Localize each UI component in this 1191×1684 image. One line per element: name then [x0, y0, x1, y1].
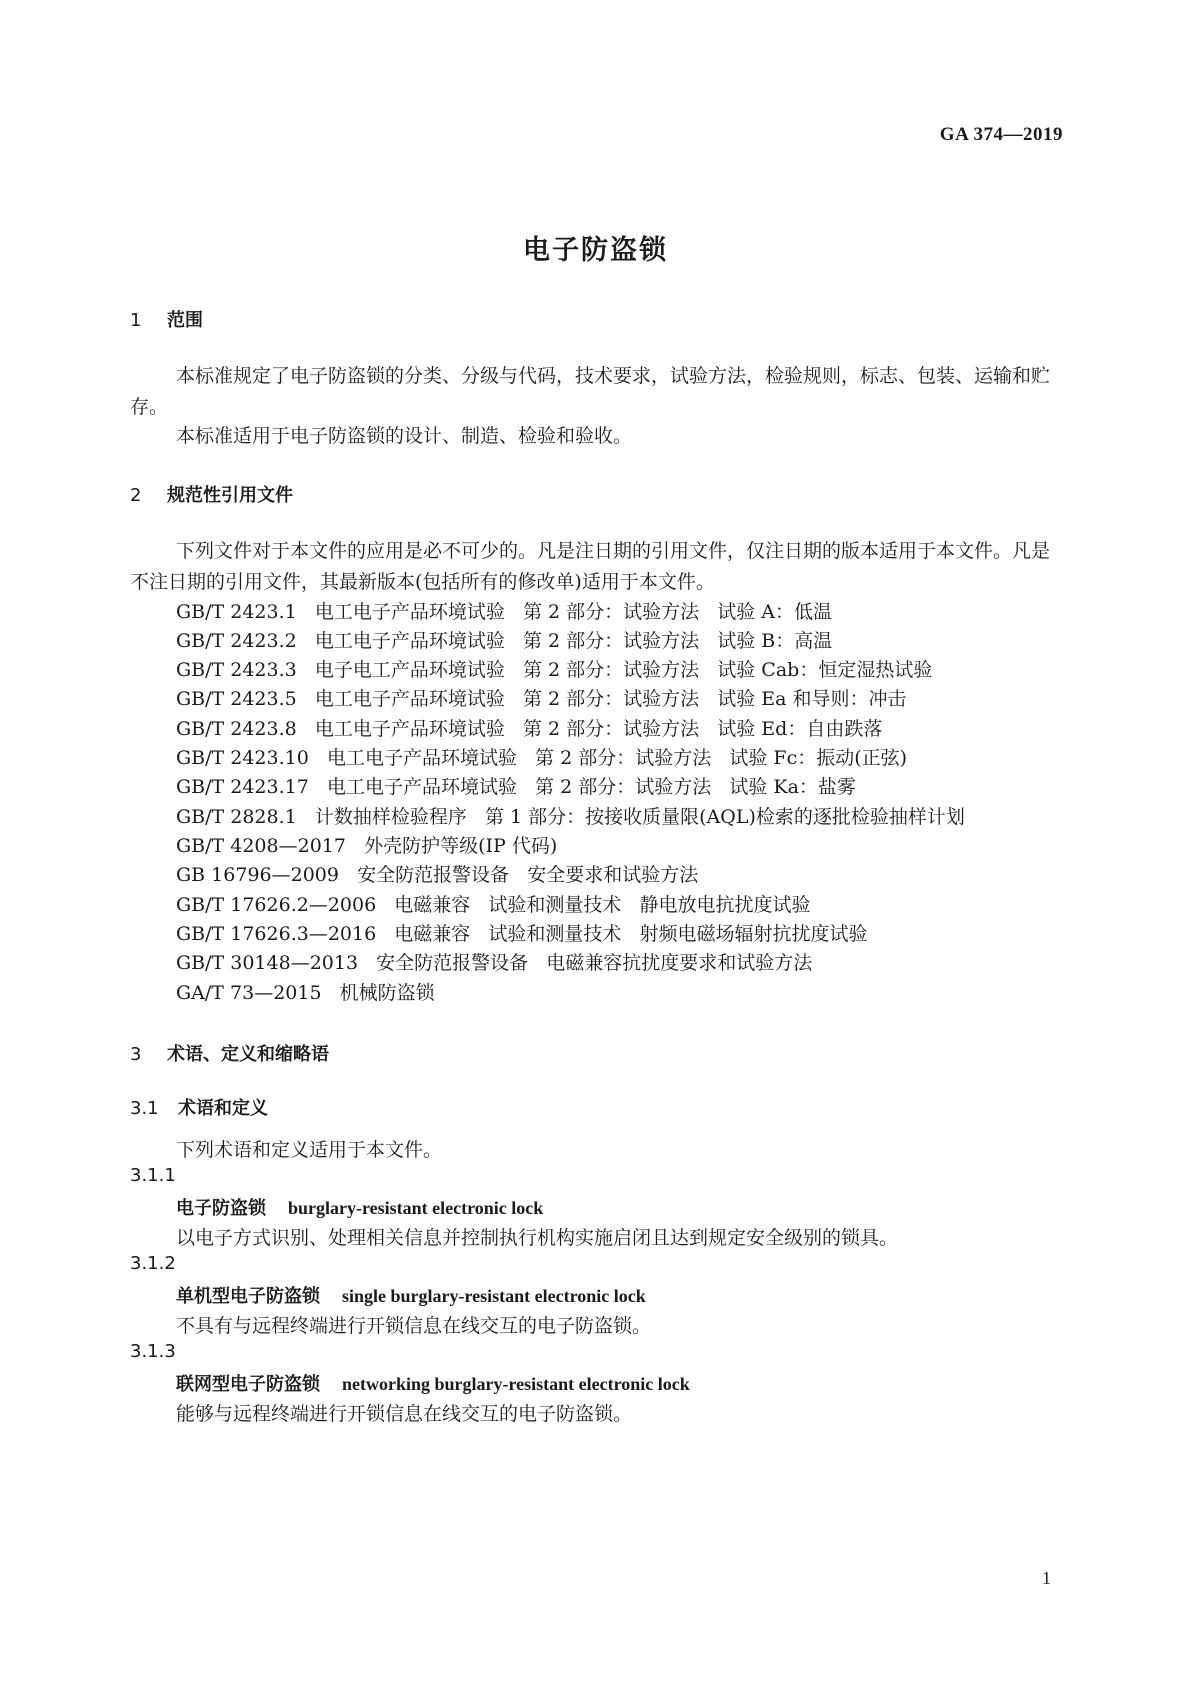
subsection-3-1-heading [130, 1094, 268, 1120]
page-number: 1 [1042, 1568, 1051, 1588]
term-name-zh: 单机型电子防盗锁 [176, 1286, 320, 1307]
term-name-zh: 联网型电子防盗锁 [176, 1374, 320, 1395]
subsection-number: 3.1 [130, 1098, 159, 1119]
section-2-heading [130, 481, 293, 507]
section-number: 3 [130, 1044, 142, 1065]
term-name-en: networking burglary-resistant electronic lock [342, 1374, 690, 1394]
references-intro: 下列文件对于本文件的应用是必不可少的。凡是注日期的引用文件，仅注日期的版本适用于本文件。凡是不注日期的引用文件，其最新版本(包括所有的修改单)适用于本文件。 [130, 540, 1051, 593]
section-number: 1 [130, 310, 142, 331]
section-title: 术语、定义和缩略语 [167, 1044, 329, 1065]
reference-item: GB/T 2423.2 电工电子产品环境试验 第 2 部分：试验方法 试验 B：高温 [176, 630, 833, 652]
reference-item: GB/T 2423.8 电工电子产品环境试验 第 2 部分：试验方法 试验 Ed：自由跌落 [176, 718, 883, 740]
section-number: 2 [130, 485, 142, 506]
section-1-heading [130, 306, 203, 332]
reference-item: GA/T 73—2015 机械防盗锁 [176, 982, 435, 1004]
reference-item: GB/T 17626.2—2006 电磁兼容 试验和测量技术 静电放电抗扰度试验 [176, 894, 811, 916]
reference-item: GB/T 2828.1 计数抽样检验程序 第 1 部分：按接收质量限(AQL)检索的逐批检验抽样计划 [176, 806, 965, 828]
term-number: 3.1.3 [130, 1341, 176, 1362]
reference-item: GB/T 2423.3 电子电工产品环境试验 第 2 部分：试验方法 试验 Cab：恒定湿热试验 [176, 659, 933, 681]
reference-item: GB/T 2423.17 电工电子产品环境试验 第 2 部分：试验方法 试验 Ka：盐雾 [176, 776, 856, 798]
term-definition: 不具有与远程终端进行开锁信息在线交互的电子防盗锁。 [176, 1315, 652, 1337]
term-number: 3.1.1 [130, 1165, 176, 1186]
reference-item: GB/T 2423.1 电工电子产品环境试验 第 2 部分：试验方法 试验 A：低温 [176, 601, 833, 623]
term-name-en: burglary-resistant electronic lock [288, 1198, 544, 1218]
reference-item: GB 16796—2009 安全防范报警设备 安全要求和试验方法 [176, 864, 699, 886]
reference-item: GB/T 30148—2013 安全防范报警设备 电磁兼容抗扰度要求和试验方法 [176, 952, 813, 974]
section-title: 规范性引用文件 [167, 485, 293, 506]
reference-item: GB/T 4208—2017 外壳防护等级(IP 代码) [176, 835, 558, 857]
section-title: 范围 [167, 310, 203, 331]
terms-intro: 下列术语和定义适用于本文件。 [176, 1139, 443, 1161]
term-name [176, 1370, 690, 1396]
term-definition: 以电子方式识别、处理相关信息并控制执行机构实施启闭且达到规定安全级别的锁具。 [176, 1227, 899, 1249]
reference-item: GB/T 2423.10 电工电子产品环境试验 第 2 部分：试验方法 试验 Fc：振动(正弦) [176, 747, 908, 769]
term-name-zh: 电子防盗锁 [176, 1198, 266, 1219]
term-name [176, 1194, 543, 1220]
term-number: 3.1.2 [130, 1253, 176, 1274]
document-code: GA 374—2019 [939, 124, 1063, 145]
term-definition: 能够与远程终端进行开锁信息在线交互的电子防盗锁。 [176, 1403, 633, 1425]
reference-item: GB/T 17626.3—2016 电磁兼容 试验和测量技术 射频电磁场辐射抗扰度试验 [176, 923, 868, 945]
section-3-heading [130, 1040, 329, 1066]
scope-paragraph-1: 本标准规定了电子防盗锁的分类、分级与代码，技术要求，试验方法，检验规则，标志、包装、运输和贮存。 [130, 365, 1051, 418]
term-name [176, 1282, 646, 1308]
scope-paragraph-2: 本标准适用于电子防盗锁的设计、制造、检验和验收。 [176, 425, 633, 447]
reference-item: GB/T 2423.5 电工电子产品环境试验 第 2 部分：试验方法 试验 Ea 和导则：冲击 [176, 688, 907, 710]
page-title: 电子防盗锁 [523, 235, 668, 266]
subsection-title: 术语和定义 [178, 1098, 268, 1119]
term-name-en: single burglary-resistant electronic lock [342, 1286, 646, 1306]
